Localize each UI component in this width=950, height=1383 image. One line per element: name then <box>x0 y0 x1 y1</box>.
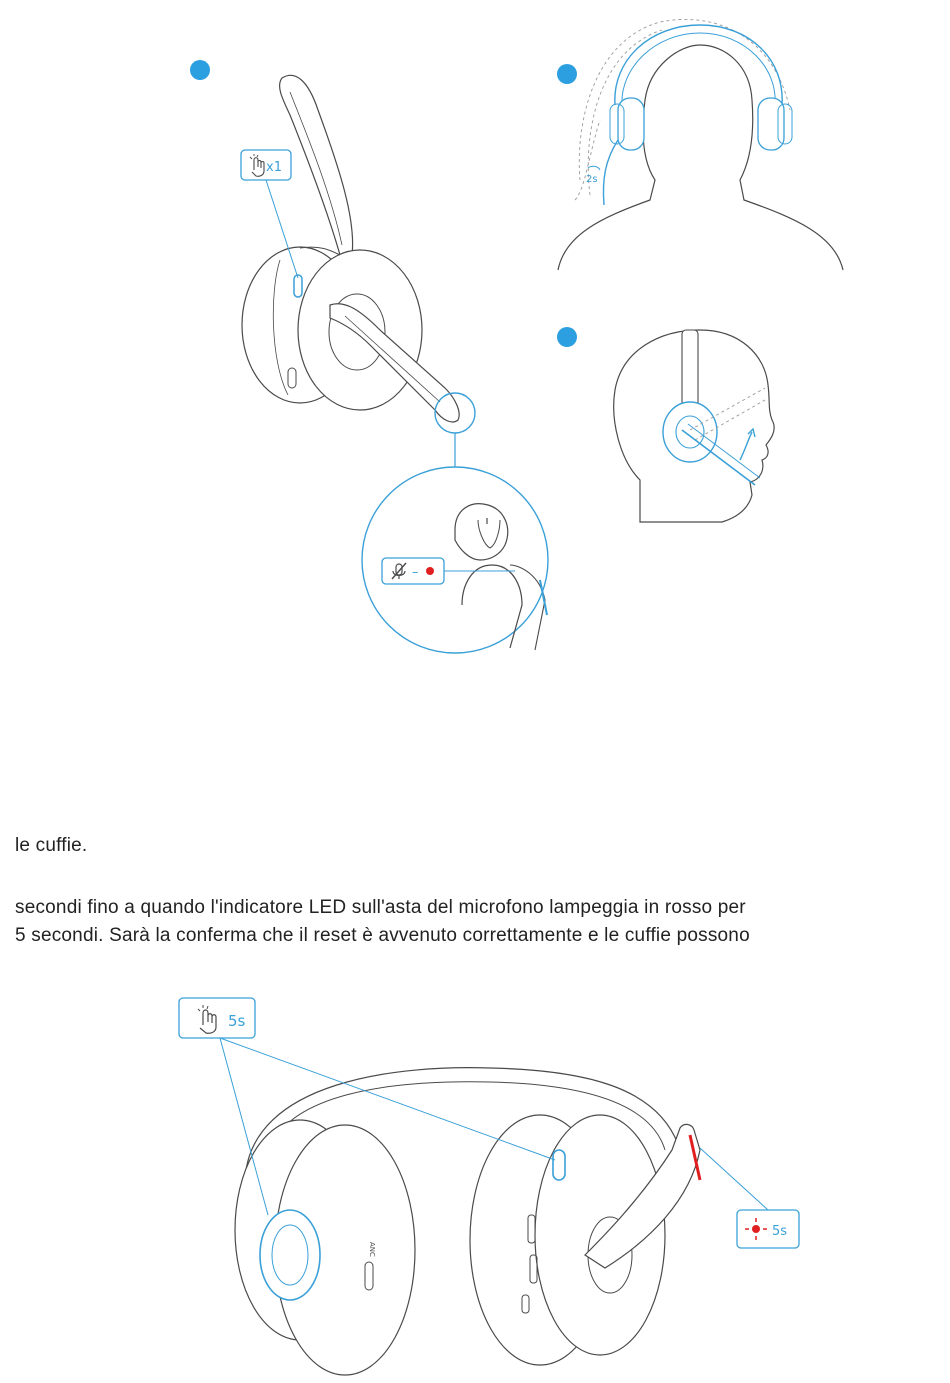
svg-text:ANC: ANC <box>368 1242 376 1257</box>
instruction-text-3: 5 secondi. Sarà la conferma che il reset è avvenuto correttamente e le cuffie possono <box>15 925 750 946</box>
reset-illustration <box>179 998 799 1375</box>
rotate-2s-label: 2s <box>586 174 598 185</box>
instruction-text-2: secondi fino a quando l'indicatore LED sull'asta del microfono lampeggia in rosso per <box>15 897 746 918</box>
step-3-illustration <box>557 327 774 522</box>
red-led-dot <box>426 567 434 575</box>
press-5s-label: 5s <box>228 1012 246 1030</box>
tap-x1-label: x1 <box>266 160 282 175</box>
step-2-badge <box>557 64 577 84</box>
led-5s-label: 5s <box>772 1224 788 1239</box>
step-1-badge <box>190 60 210 80</box>
step-2-illustration <box>557 19 843 270</box>
instruction-text-1: le cuffie. <box>15 835 88 856</box>
step-1-illustration <box>190 60 548 653</box>
step-3-badge <box>557 327 577 347</box>
mic-led-dash: – <box>412 565 419 580</box>
